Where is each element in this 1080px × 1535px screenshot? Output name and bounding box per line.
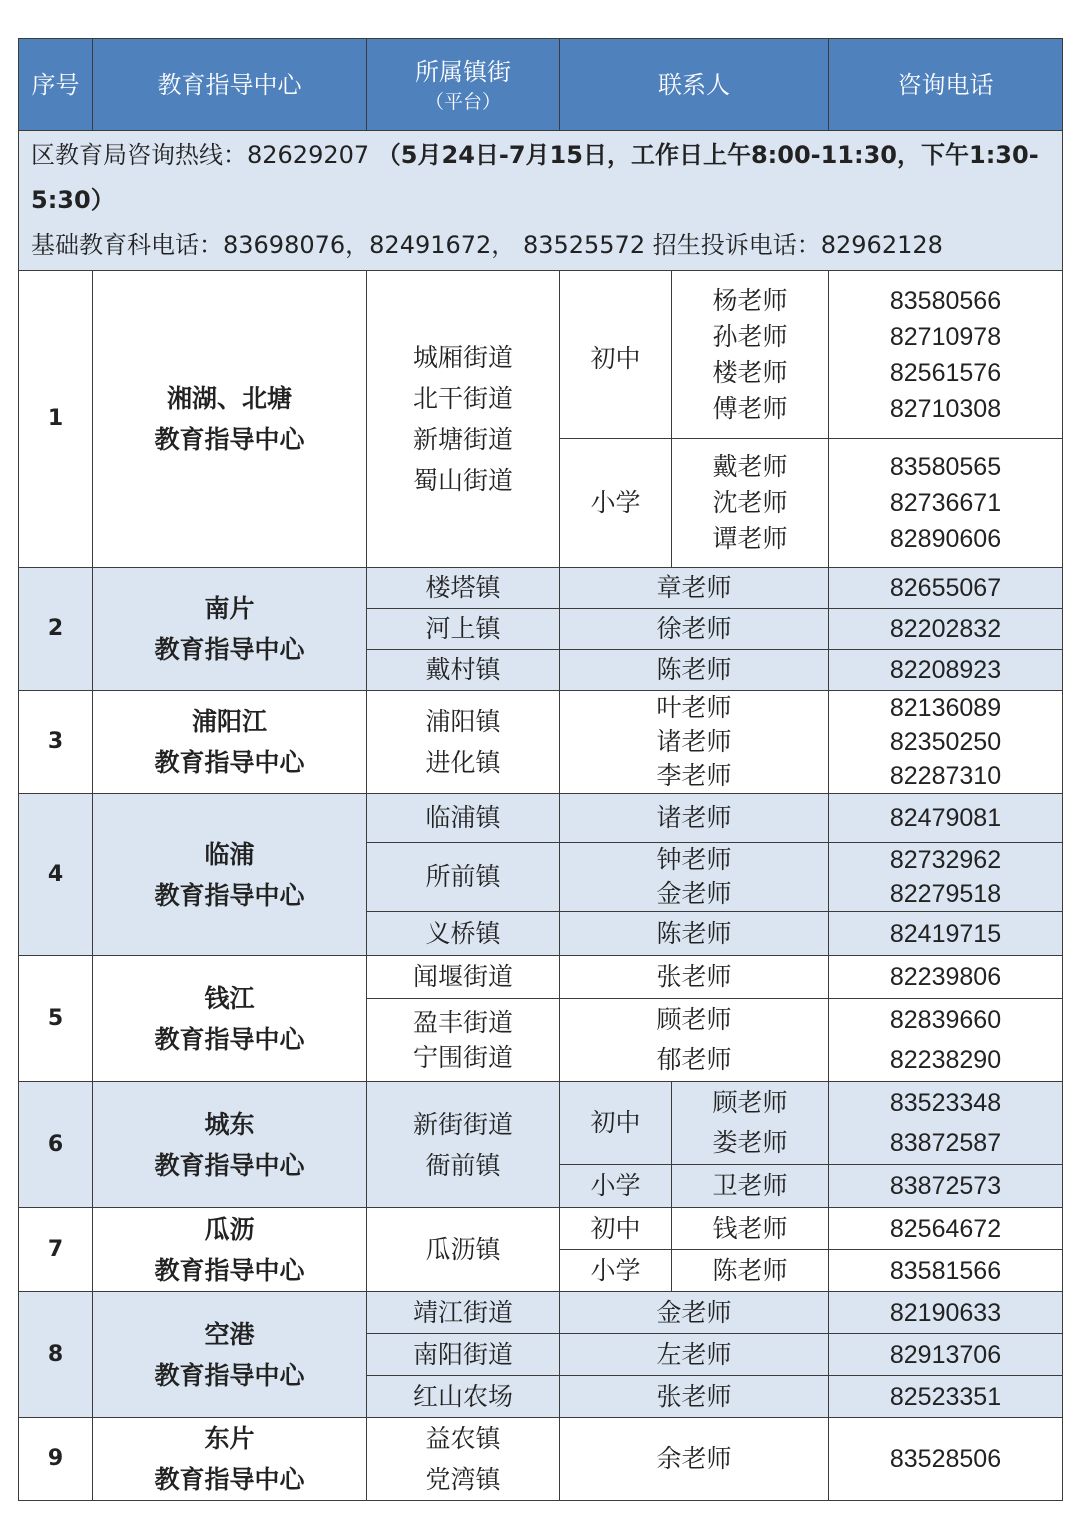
- row-towns: [367, 999, 560, 1082]
- phone-number: 82890606: [889, 525, 1002, 553]
- town-item: 益农镇: [425, 1424, 501, 1453]
- contact-name: 金老师: [656, 879, 732, 908]
- basic-line: [31, 223, 1050, 268]
- center-name: 空港: [204, 1319, 255, 1349]
- town-item: 蜀山街道: [412, 466, 513, 495]
- phone-cell: [829, 271, 1063, 439]
- row-seq: 7: [19, 1208, 93, 1292]
- town-item: 新街街道: [412, 1109, 513, 1139]
- header-phone: 咨询电话: [829, 39, 1063, 131]
- header-town-label: 所属镇街: [415, 57, 511, 86]
- phone-number: 82710978: [889, 322, 1002, 351]
- town-item: 盈丰街道: [412, 1008, 513, 1037]
- contact-name: 张老师: [560, 956, 829, 999]
- center-name: 浦阳江: [191, 707, 267, 736]
- level-label: 小学: [560, 1165, 672, 1208]
- row-center: [93, 1292, 367, 1418]
- phone-number: 82523351: [829, 1376, 1063, 1418]
- table-row: [19, 271, 1063, 439]
- phone-number: 82419715: [829, 912, 1063, 956]
- contact-name: 陈老师: [672, 1250, 829, 1292]
- phone-number: 83523348: [889, 1089, 1002, 1117]
- phone-number: 82136089: [889, 694, 1002, 722]
- table-row: [19, 1292, 1063, 1334]
- header-seq: 序号: [19, 39, 93, 131]
- town-item: 浦阳镇: [425, 707, 501, 736]
- contact-cell: [560, 999, 829, 1082]
- town-item: 义桥镇: [367, 912, 560, 956]
- town-item: 所前镇: [367, 843, 560, 912]
- basic-phones: 83698076，82491672， 83525572: [223, 231, 646, 259]
- table-row: [19, 956, 1063, 999]
- phone-number: 82479081: [829, 794, 1063, 843]
- contact-name: 李老师: [656, 761, 732, 790]
- phone-number: 82561576: [889, 358, 1002, 387]
- contact-name: 徐老师: [560, 609, 829, 650]
- row-seq: 6: [19, 1082, 93, 1208]
- town-item: 城厢街道: [412, 343, 513, 372]
- row-seq: 4: [19, 794, 93, 956]
- header-row: [19, 39, 1063, 131]
- phone-number: 83872587: [889, 1129, 1002, 1157]
- town-item: 红山农场: [367, 1376, 560, 1418]
- phone-cell: [829, 999, 1063, 1082]
- center-title: 教育指导中心: [154, 1255, 305, 1285]
- contact-name: 娄老师: [712, 1128, 788, 1157]
- row-seq: 8: [19, 1292, 93, 1418]
- contact-name: 陈老师: [560, 912, 829, 956]
- row-seq: 3: [19, 691, 93, 794]
- consultation-table: [18, 38, 1063, 1501]
- contact-cell: [672, 271, 829, 439]
- phone-number: 82732962: [889, 846, 1002, 874]
- contact-name: 楼老师: [712, 357, 788, 387]
- phone-number: 82190633: [829, 1292, 1063, 1334]
- hotline-number: 82629207: [247, 141, 370, 169]
- phone-number: 82564672: [829, 1208, 1063, 1250]
- level-label: 初中: [560, 1208, 672, 1250]
- center-title: 教育指导中心: [154, 425, 305, 454]
- center-name: 临浦: [204, 839, 255, 869]
- town-item: 党湾镇: [425, 1465, 501, 1494]
- contact-name: 卫老师: [672, 1165, 829, 1208]
- table-row: [19, 691, 1063, 794]
- center-title: 教育指导中心: [154, 635, 305, 664]
- contact-name: 顾老师: [712, 1088, 788, 1117]
- contact-name: 左老师: [560, 1334, 829, 1376]
- phone-cell: [829, 439, 1063, 568]
- contact-name: 钱老师: [672, 1208, 829, 1250]
- center-title: 教育指导中心: [154, 1024, 305, 1054]
- phone-number: 82655067: [829, 568, 1063, 609]
- phone-number: 82202832: [829, 609, 1063, 650]
- town-item: 闻堰街道: [367, 956, 560, 999]
- center-title: 教育指导中心: [154, 748, 305, 777]
- level-label: 初中: [560, 1082, 672, 1165]
- row-center: [93, 691, 367, 794]
- complaint-label: 招生投诉电话：: [652, 231, 821, 259]
- center-title: 教育指导中心: [154, 1360, 305, 1390]
- phone-number: 82350250: [889, 728, 1002, 756]
- row-seq: 2: [19, 568, 93, 691]
- phone-number: 82279518: [889, 880, 1002, 908]
- phone-cell: [829, 843, 1063, 912]
- row-towns: [367, 691, 560, 794]
- contact-name: 顾老师: [656, 1005, 732, 1034]
- phone-number: 82710308: [889, 394, 1002, 423]
- town-item: 宁围街道: [412, 1043, 513, 1072]
- row-towns: [367, 1418, 560, 1501]
- contact-name: 杨老师: [712, 285, 788, 315]
- contact-cell: [672, 1082, 829, 1165]
- row-seq: 1: [19, 271, 93, 568]
- hotline-time: （5月24日-7月15日，工作日上午8:00-11:30，下午1:30-5:30）: [31, 141, 1039, 214]
- row-towns: [367, 271, 560, 568]
- center-title: 教育指导中心: [154, 1150, 305, 1180]
- town-item: 戴村镇: [367, 650, 560, 691]
- contact-name: 孙老师: [712, 321, 788, 351]
- row-seq: 5: [19, 956, 93, 1082]
- contact-cell: [560, 843, 829, 912]
- contact-name: 谭老师: [712, 524, 788, 553]
- table-row: [19, 1208, 1063, 1250]
- contact-name: 沈老师: [712, 488, 788, 517]
- phone-number: 82239806: [829, 956, 1063, 999]
- contact-name: 郁老师: [656, 1045, 732, 1074]
- contact-name: 陈老师: [560, 650, 829, 691]
- town-item: 衙前镇: [425, 1150, 501, 1180]
- row-center: [93, 568, 367, 691]
- info-cell: [19, 131, 1063, 271]
- center-name: 城东: [204, 1109, 255, 1139]
- phone-cell: [829, 691, 1063, 794]
- contact-cell: [560, 691, 829, 794]
- row-towns: [367, 1082, 560, 1208]
- row-center: [93, 956, 367, 1082]
- center-title: 教育指导中心: [154, 1465, 305, 1494]
- hotline-line: [31, 133, 1050, 223]
- row-center: [93, 1208, 367, 1292]
- row-center: [93, 1082, 367, 1208]
- header-contact: 联系人: [560, 39, 829, 131]
- contact-name: 叶老师: [656, 693, 732, 722]
- contact-name: 章老师: [560, 568, 829, 609]
- contact-name: 钟老师: [656, 845, 732, 874]
- table-row: [19, 1418, 1063, 1501]
- contact-name: 傅老师: [712, 393, 788, 423]
- phone-number: 83581566: [829, 1250, 1063, 1292]
- level-label: 初中: [560, 271, 672, 439]
- table-row: [19, 794, 1063, 843]
- town-item: 北干街道: [412, 384, 513, 413]
- center-name: 钱江: [204, 983, 255, 1013]
- phone-number: 82913706: [829, 1334, 1063, 1376]
- town-item: 瓜沥镇: [367, 1208, 560, 1292]
- header-town-sub: （平台）: [424, 90, 501, 113]
- header-center: 教育指导中心: [93, 39, 367, 131]
- level-label: 小学: [560, 439, 672, 568]
- center-title: 教育指导中心: [154, 880, 305, 910]
- table-row: [19, 568, 1063, 609]
- town-item: 进化镇: [425, 748, 501, 777]
- phone-number: 83528506: [829, 1418, 1063, 1501]
- phone-number: 82839660: [889, 1006, 1002, 1034]
- header-town: [367, 39, 560, 131]
- contact-name: 诸老师: [560, 794, 829, 843]
- contact-name: 诸老师: [656, 727, 732, 756]
- table-row: [19, 1082, 1063, 1165]
- phone-cell: [829, 1082, 1063, 1165]
- center-name: 东片: [204, 1424, 255, 1453]
- row-center: [93, 1418, 367, 1501]
- phone-number: 82736671: [889, 489, 1002, 517]
- phone-number: 83580566: [889, 286, 1002, 315]
- town-item: 南阳街道: [367, 1334, 560, 1376]
- info-row: [19, 131, 1063, 271]
- row-center: [93, 794, 367, 956]
- phone-number: 82208923: [829, 650, 1063, 691]
- basic-label: 基础教育科电话：: [31, 231, 223, 259]
- row-seq: 9: [19, 1418, 93, 1501]
- contact-name: 张老师: [560, 1376, 829, 1418]
- phone-number: 82238290: [889, 1046, 1002, 1074]
- phone-number: 83872573: [829, 1165, 1063, 1208]
- town-item: 临浦镇: [367, 794, 560, 843]
- center-name: 瓜沥: [204, 1214, 255, 1244]
- town-item: 靖江街道: [367, 1292, 560, 1334]
- complaint-phone: 82962128: [820, 231, 943, 259]
- phone-number: 82287310: [889, 762, 1002, 790]
- contact-cell: [672, 439, 829, 568]
- phone-number: 83580565: [889, 453, 1002, 481]
- town-item: 楼塔镇: [367, 568, 560, 609]
- hotline-label: 区教育局咨询热线：: [31, 141, 247, 169]
- row-center: [93, 271, 367, 568]
- contact-name: 戴老师: [712, 452, 788, 481]
- contact-name: 金老师: [560, 1292, 829, 1334]
- center-name: 南片: [204, 594, 255, 623]
- level-label: 小学: [560, 1250, 672, 1292]
- center-name: 湘湖、北塘: [166, 384, 292, 413]
- town-item: 河上镇: [367, 609, 560, 650]
- contact-name: 余老师: [560, 1418, 829, 1501]
- town-item: 新塘街道: [412, 425, 513, 454]
